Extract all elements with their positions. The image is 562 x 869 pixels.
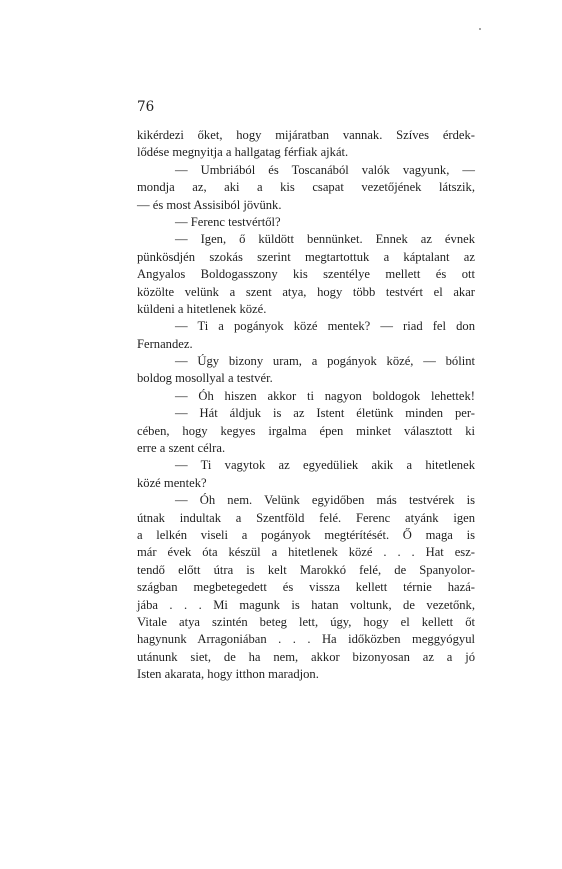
text-line: jába . . . Mi magunk is hatan voltunk, de vezetőnk, — [137, 597, 475, 612]
text-line: a lelkén viseli a pogányok megtérítését. Ő maga is — [137, 527, 475, 542]
text-line: közölte velünk a szent atya, hogy több testvért el akar — [137, 284, 475, 299]
print-speck — [479, 28, 481, 30]
text-line: Vitale atya szintén beteg lett, úgy, hogy el kellett őt — [137, 614, 475, 629]
text-line: — Ferenc testvértől? — [175, 214, 281, 229]
text-line: mondja az, aki a kis csapat vezetőjének látszik, — [137, 180, 475, 195]
text-line: utánunk siet, de ha nem, akkor bizonyosan az a jó — [137, 649, 475, 664]
text-line: cében, hogy kegyes irgalma épen minket választott ki — [137, 423, 475, 438]
text-line: boldog mosollyal a testvér. — [137, 371, 273, 386]
text-line: már évek óta készül a hitetlenek közé . . . Hat esz- — [137, 545, 475, 560]
text-line: küldeni a hitetlenek közé. — [137, 301, 267, 316]
text-line: — Óh hiszen akkor ti nagyon boldogok lehettek! — [175, 388, 475, 403]
text-line: — Ti vagytok az egyedüliek akik a hitetlenek — [175, 458, 475, 473]
text-line: szágban megbetegedett és vissza kellett térnie hazá- — [137, 580, 475, 595]
text-line: — Igen, ő küldött bennünket. Ennek az évnek — [175, 232, 475, 247]
page-number: 76 — [137, 99, 155, 115]
text-line: tendő előtt útra is kelt Marokkó felé, de Spanyolor- — [137, 562, 475, 577]
body-text — [137, 127, 475, 684]
text-line: — és most Assisiból jövünk. — [137, 197, 282, 212]
text-line: útnak indultak a Szentföld felé. Ferenc atyánk igen — [137, 510, 475, 525]
text-line: — Óh nem. Velünk egyidőben más testvérek is — [175, 493, 475, 508]
text-line: Angyalos Boldogasszony kis szentélye mellett és ott — [137, 267, 475, 282]
text-line: Isten akarata, hogy itthon maradjon. — [137, 667, 319, 682]
text-line: közé mentek? — [137, 475, 207, 490]
text-line: — Hát áldjuk is az Istent életünk minden per- — [175, 406, 475, 421]
text-line: lődése megnyitja a hallgatag férfiak ajkát. — [137, 145, 349, 160]
text-line: kikérdezi őket, hogy mijáratban vannak. Szíves érdek- — [137, 128, 475, 142]
text-line: — Umbriából és Toscanából valók vagyunk, — — [175, 162, 475, 177]
text-line: — Úgy bizony uram, a pogányok közé, — bólint — [175, 354, 475, 369]
text-line: hagynunk Arragoniában . . . Ha időközben meggyógyul — [137, 632, 475, 647]
text-line: pünkösdjén szokás szerint megtartottuk a káptalant az — [137, 249, 475, 264]
text-line: — Ti a pogányok közé mentek? — riad fel don — [175, 319, 475, 334]
text-line: erre a szent célra. — [137, 441, 226, 456]
text-line: Fernandez. — [137, 336, 193, 351]
